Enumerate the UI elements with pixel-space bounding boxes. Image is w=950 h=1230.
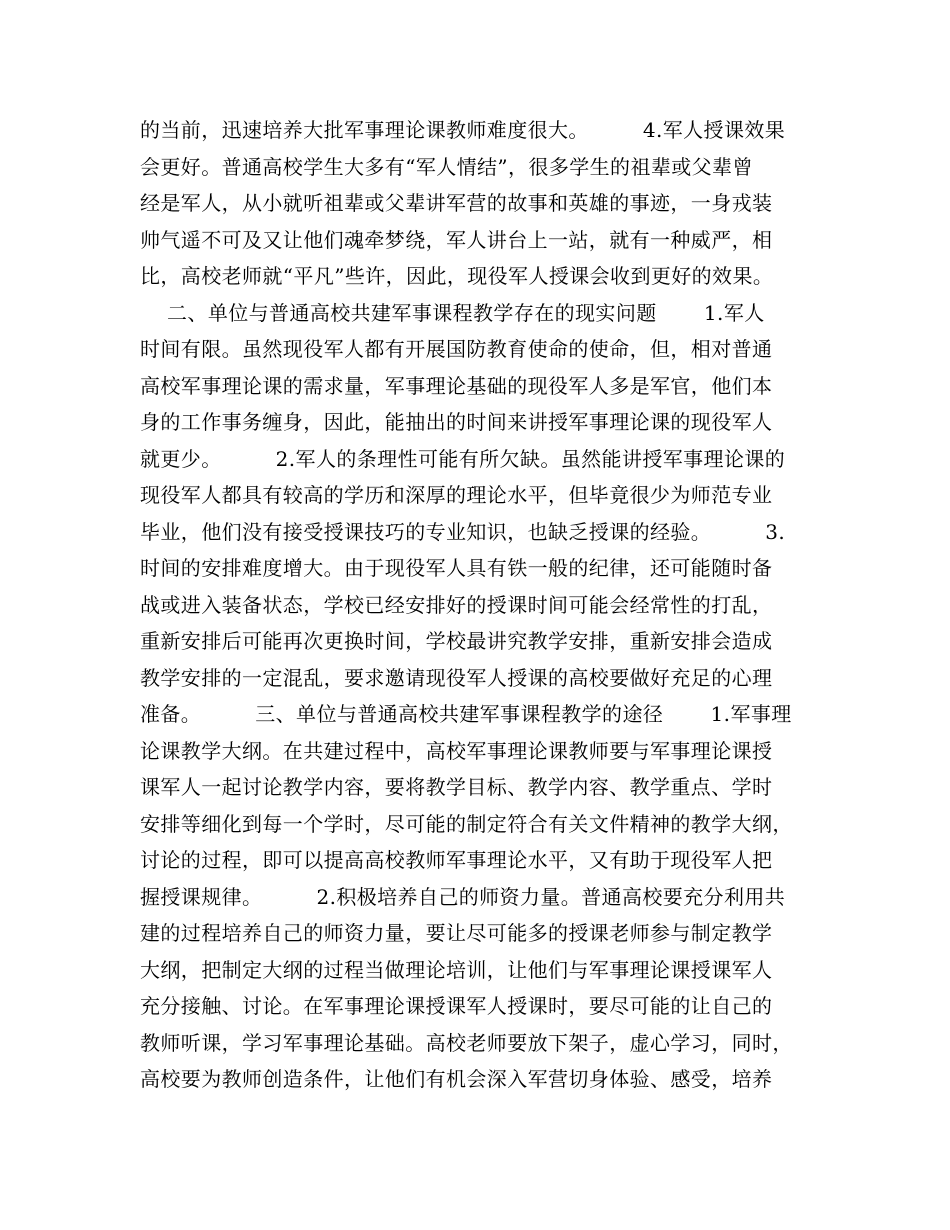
text-line: 经是军人，从小就听祖辈或父辈讲军营的故事和英雄的事迹，一身戎装 xyxy=(140,191,773,215)
text-line: 毕业，他们没有接受授课技巧的专业知识，也缺乏授课的经验。 3. xyxy=(140,519,786,544)
text-line: 课军人一起讨论教学内容，要将教学目标、教学内容、教学重点、学时 xyxy=(140,775,773,799)
text-line: 现役军人都具有较高的学历和深厚的理论水平，但毕竟很少为师范专业 xyxy=(140,483,773,507)
text-line: 就更少。 2.军人的条理性可能有所欠缺。虽然能讲授军事理论课的 xyxy=(140,446,786,471)
text-line: 充分接触、讨论。在军事理论课授课军人授课时，要尽可能的让自己的 xyxy=(140,994,773,1018)
text-line: 高校军事理论课的需求量，军事理论基础的现役军人多是军官，他们本 xyxy=(140,373,773,398)
text-line: 时间有限。虽然现役军人都有开展国防教育使命的使命，但，相对普通 xyxy=(140,337,773,361)
text-line: 建的过程培养自己的师资力量，要让尽可能多的授课老师参与制定教学 xyxy=(140,921,773,945)
text-line: 重新安排后可能再次更换时间，学校最讲究教学安排，重新安排会造成 xyxy=(140,629,773,653)
text-line: 战或进入装备状态，学校已经安排好的授课时间可能会经常性的打乱， xyxy=(140,592,773,617)
text-line: 讨论的过程，即可以提高高校教师军事理论水平，又有助于现役军人把 xyxy=(140,848,773,872)
text-line: 时间的安排难度增大。由于现役军人具有铁一般的纪律，还可能随时备 xyxy=(140,556,773,580)
section-heading-line: 准备。 三、单位与普通高校共建军事课程教学的途径 1.军事理 xyxy=(140,702,792,726)
body-text xyxy=(140,112,824,1098)
text-line: 帅气遥不可及又让他们魂牵梦绕，军人讲台上一站，就有一种威严，相 xyxy=(140,227,773,252)
text-line: 比，高校老师就“平凡”些许，因此，现役军人授课会收到更好的效果。 xyxy=(140,264,774,288)
text-line: 论课教学大纲。在共建过程中，高校军事理论课教师要与军事理论课授 xyxy=(140,738,773,763)
text-line: 高校要为教师创造条件，让他们有机会深入军营切身体验、感受，培养 xyxy=(140,1067,773,1091)
text-line: 握授课规律。 2.积极培养自己的师资力量。普通高校要充分利用共 xyxy=(140,884,786,909)
text-line: 大纲，把制定大纲的过程当做理论培训，让他们与军事理论课授课军人 xyxy=(140,957,773,982)
text-line: 会更好。普通高校学生大多有“军人情结”，很多学生的祖辈或父辈曾 xyxy=(140,154,753,179)
text-line: 的当前，迅速培养大批军事理论课教师难度很大。 4.军人授课效果 xyxy=(140,118,786,142)
text-line: 身的工作事务缠身，因此，能抽出的时间来讲授军事理论课的现役军人 xyxy=(140,410,773,434)
text-line: 教师听课，学习军事理论基础。高校老师要放下架子，虚心学习，同时， xyxy=(140,1030,793,1055)
text-line: 教学安排的一定混乱，要求邀请现役军人授课的高校要做好充足的心理 xyxy=(140,665,773,690)
section-heading-line: 二、单位与普通高校共建军事课程教学存在的现实问题 1.军人 xyxy=(140,300,765,325)
text-line: 安排等细化到每一个学时，尽可能的制定符合有关文件精神的教学大纲， xyxy=(140,811,793,836)
